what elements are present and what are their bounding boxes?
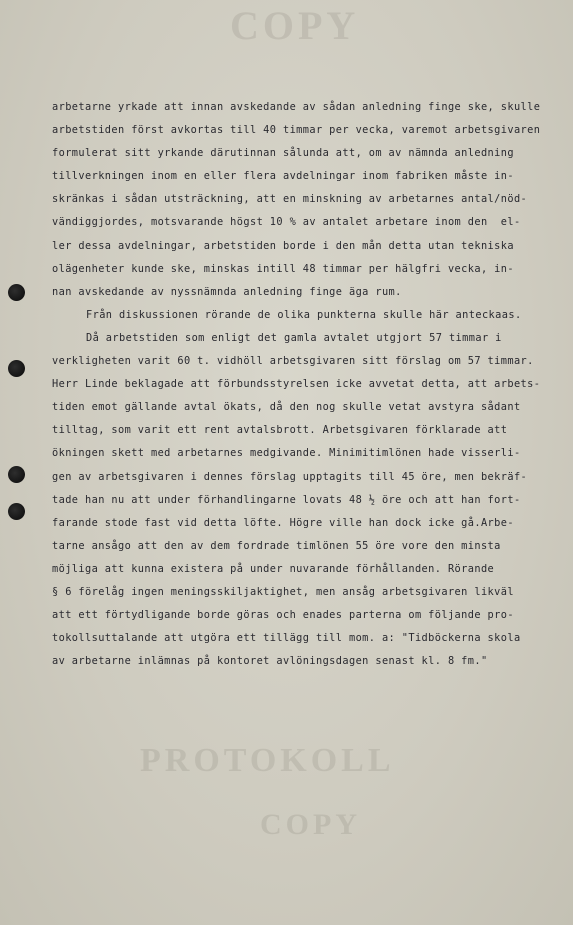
text-line: arbetstiden först avkortas till 40 timmar per vecka, varemot arbetsgivaren [52,124,541,137]
bleed-through-marking: COPY [230,3,360,48]
text-line: verkligheten varit 60 t. vidhöll arbetsgivaren sitt förslag om 57 timmar. [52,355,534,368]
text-line: av arbetarne inlämnas på kontoret avlöningsdagen senast kl. 8 fm." [52,655,488,668]
text-line: § 6 förelåg ingen meningsskiljaktighet, men ansåg arbetsgivaren likväl [52,585,514,598]
text-line: gen av arbetsgivaren i dennes förslag upptagits till 45 öre, men bekräf- [52,470,528,483]
text-line: farande stode fast vid detta löfte. Högre ville han dock icke gå.Arbe- [52,516,514,529]
text-line: ler dessa avdelningar, arbetstiden borde i den mån detta utan tekniska [52,239,514,252]
bleed-through-marking: PROTOKOLL [140,742,395,779]
text-line: ökningen skett med arbetarnes medgivande. Minimitimlönen hade visserli- [52,447,521,460]
punch-hole [8,466,25,483]
text-line: tilltag, som varit ett rent avtalsbrott. Arbetsgivaren förklarade att [52,424,508,437]
bleed-through-marking: COPY [260,808,361,841]
text-line: arbetarne yrkade att innan avskedande av sådan anledning finge ske, skulle [52,101,541,113]
text-line: formulerat sitt yrkande därutinnan sålunda att, om av nämnda anledning [52,147,514,160]
text-line: möjliga att kunna existera på under nuvarande förhållanden. Rörande [52,562,495,575]
punch-hole [8,503,25,520]
text-line: nan avskedande av nyssnämnda anledning finge äga rum. [52,285,402,298]
text-line: tiden emot gällande avtal ökats, då den nog skulle vetat avstyra sådant [52,401,521,414]
text-line: skränkas i sådan utsträckning, att en minskning av arbetarnes antal/nöd- [52,193,528,206]
text-line: olägenheter kunde ske, minskas intill 48 timmar per hälgfri vecka, in- [52,262,514,275]
text-line: Herr Linde beklagade att förbundsstyrelsen icke avvetat detta, att arbets- [52,378,541,391]
punch-hole [8,360,25,377]
text-line: vändiggjordes, motsvarande högst 10 % av antalet arbetare inom den el- [52,216,521,229]
text-line: Då arbetstiden som enligt det gamla avtalet utgjort 57 timmar i [86,331,502,344]
text-line: tarne ansågo att den av dem fordrade timlönen 55 öre vore den minsta [52,539,501,552]
text-line: att ett förtydligande borde göras och enades parterna om följande pro- [52,609,514,622]
punch-hole [8,284,25,301]
typed-text-body [52,96,562,673]
text-line: tade han nu att under förhandlingarne lovats 48 ½ öre och att han fort- [52,493,521,506]
text-line: tokollsuttalande att utgöra ett tillägg till mom. a: "Tidböckerna skola [52,632,521,645]
text-line: tillverkningen inom en eller flera avdelningar inom fabriken måste in- [52,170,514,183]
text-line: Från diskussionen rörande de olika punkterna skulle här anteckaas. [86,308,522,321]
